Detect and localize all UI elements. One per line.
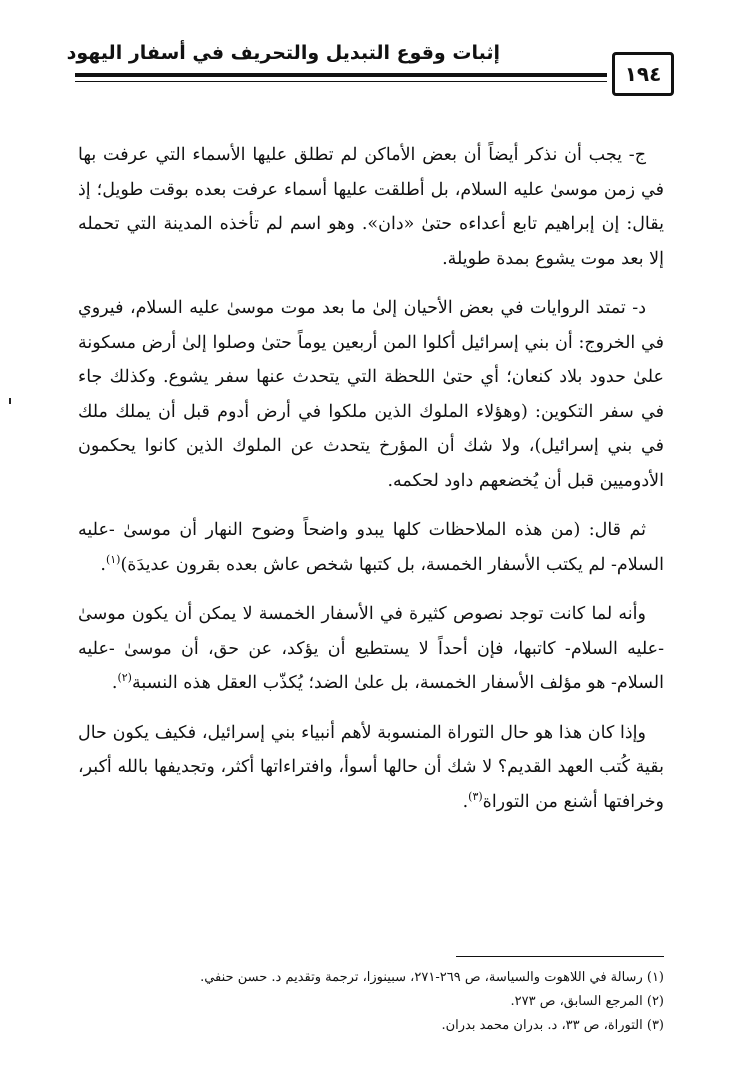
footnote-ref-3[interactable]: (٣) (468, 789, 483, 803)
paragraph-text: ج- يجب أن نذكر أيضاً أن بعض الأماكن لم تطلق عليها الأسماء التي عرفت بها في زمن موسىٰ عليه السلام، بل أطلقت عليها أسماء عرفت بعده بوقت طويل؛ إذ يقال: إن إبراهيم تابع أعداءه حتىٰ «دان». وهو اسم لم تأخذه المدينة التي تحمله إلا بعد موت يشوع بمدة طويلة. (78, 145, 664, 269)
paragraph-text: وإذا كان هذا هو حال التوراة المنسوبة لأهم أنبياء بني إسرائيل، فكيف يكون حال بقية كُتب العهد القديم؟ لا شك أن حالها أسوأ، وافتراءاتها أكثر، وتجديفها بالله أكبر، وخرافتها أشنع من التوراة (78, 722, 664, 812)
running-header-title: إثبات وقوع التبديل والتحريف في أسفار اليهود (66, 42, 500, 64)
paragraph-conclusion (78, 716, 664, 820)
paragraph-tail: . (462, 791, 469, 812)
scan-edge-mark (9, 398, 11, 404)
paragraph-author (78, 597, 664, 701)
paragraph-text: ثم قال: (من هذه الملاحظات كلها يبدو واضحاً وضوح النهار أن موسىٰ -عليه السلام- لم يكتب الأسفار الخمسة، بل كتبها شخص عاش بعده بقرون عديدَة) (78, 520, 664, 575)
body-text (78, 138, 664, 819)
paragraph-jim (78, 138, 664, 276)
header-rule-thin (75, 81, 607, 82)
footnote-ref-1[interactable]: (١) (105, 552, 121, 566)
paragraph-tail: . (111, 673, 118, 693)
footnote-3: (٣) التوراة، ص ٣٣، د. بدران محمد بدران. (441, 1018, 664, 1033)
footnote-2: (٢) المرجع السابق، ص ٢٧٣. (510, 994, 664, 1009)
paragraph-dal (78, 291, 664, 498)
footnote-1: (١) رسالة في اللاهوت والسياسة، ص ٢٦٩-٢٧١، سبينوزا، ترجمة وتقديم د. حسن حنفي. (200, 970, 664, 985)
header-rule-thick (75, 73, 607, 77)
paragraph-quote (78, 513, 664, 582)
footnote-separator (456, 956, 664, 957)
footnotes (78, 966, 664, 1038)
paragraph-tail: . (100, 554, 106, 575)
footnote-ref-2[interactable]: (٢) (117, 671, 132, 684)
paragraph-text: وأنه لما كانت توجد نصوص كثيرة في الأسفار الخمسة لا يمكن أن يكون موسىٰ -عليه السلام- كاتبها، فإن أحداً لا يستطيع أن يؤكد، عن حق، أن موسىٰ -عليه السلام- هو مؤلف الأسفار الخمسة، بل علىٰ الضد؛ يُكذّب العقل هذه النسبة (78, 604, 664, 693)
page-number-box (612, 52, 674, 96)
page-number: ١٩٤ (624, 62, 662, 86)
paragraph-text: د- تمتد الروايات في بعض الأحيان إلىٰ ما بعد موت موسىٰ عليه السلام، فيروي في الخروج: أن بني إسرائيل أكلوا المن أربعين يوماً حتىٰ وصلوا إلىٰ أرض مسكونة علىٰ حدود بلاد كنعان؛ أي حتىٰ اللحظة التي يتحدث عنها سفر يشوع. وكذلك جاء في سفر التكوين: (وهؤلاء الملوك الذين ملكوا في أرض أدوم قبل أن يملك ملك في بني إسرائيل)، ولا شك أن المؤرخ يتحدث عن الملوك الذين كانوا يحكمون الأدوميين قبل أن يُخضعهم داود لحكمه. (78, 298, 664, 491)
